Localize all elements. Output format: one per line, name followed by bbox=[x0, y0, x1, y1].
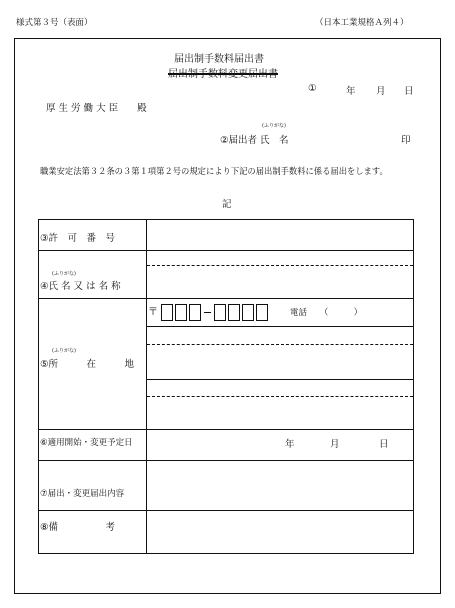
statement: 職業安定法第３２条の３第１項第２号の規定により下記の届出制手数料に係る届出をします。 bbox=[40, 166, 388, 176]
furigana-dashed-line bbox=[147, 344, 413, 345]
address-furigana: (ふりがな) bbox=[52, 348, 76, 354]
ki-mark: 記 bbox=[222, 199, 232, 210]
effective-month: 月 bbox=[330, 439, 340, 450]
row-divider bbox=[39, 510, 413, 511]
postal-code-boxes[interactable] bbox=[161, 302, 270, 321]
postal-symbol: 〒 bbox=[148, 307, 158, 318]
date-day: 日 bbox=[404, 86, 414, 97]
seal-mark: 印 bbox=[401, 135, 411, 146]
form-title: 届出制手数料届出書 bbox=[174, 54, 264, 65]
remarks-label: ⑧備 考 bbox=[40, 522, 116, 533]
row-divider bbox=[39, 429, 413, 430]
form-title-struck: 届出制手数料変更届出書 bbox=[168, 69, 278, 80]
postal-digit-box[interactable] bbox=[242, 304, 254, 321]
effective-year: 年 bbox=[285, 439, 295, 450]
address-label: ⑤所 在 地 bbox=[40, 359, 135, 370]
addressee: 厚 生 労 働 大 臣 殿 bbox=[46, 103, 147, 114]
details-table bbox=[38, 219, 414, 554]
form-number: 様式第３号（表面） bbox=[16, 18, 93, 28]
row-divider bbox=[39, 298, 413, 299]
effective-day: 日 bbox=[379, 439, 389, 450]
postal-digit-box[interactable] bbox=[175, 304, 187, 321]
postal-mark bbox=[148, 303, 158, 318]
postal-digit-box[interactable] bbox=[214, 304, 226, 321]
name-label: ④氏 名 又 は 名 称 bbox=[40, 281, 121, 292]
furigana-dashed-line bbox=[147, 396, 413, 397]
postal-digit-box[interactable] bbox=[189, 304, 201, 321]
column-divider bbox=[146, 220, 147, 553]
address-sub-line bbox=[147, 326, 413, 327]
furigana-dashed-line bbox=[147, 265, 413, 266]
postal-digit-box[interactable] bbox=[228, 304, 240, 321]
date-month: 月 bbox=[376, 86, 386, 97]
name-furigana: (ふりがな) bbox=[52, 271, 76, 277]
postal-digit-box[interactable] bbox=[161, 304, 173, 321]
permit-number-label: ③許 可 番 号 bbox=[40, 233, 116, 244]
date-marker: ① bbox=[308, 83, 317, 94]
postal-hyphen bbox=[204, 312, 211, 313]
address-sub-line bbox=[147, 379, 413, 380]
row-divider bbox=[39, 460, 413, 461]
phone-label: 電話 （ ） bbox=[290, 308, 363, 318]
row-divider bbox=[39, 250, 413, 251]
applicant-label: ②届出者 氏 名 bbox=[220, 135, 289, 146]
effective-date-label: ⑥適用開始・変更予定日 bbox=[40, 438, 133, 448]
postal-digit-box[interactable] bbox=[256, 304, 268, 321]
paper-standard: （日本工業規格Ａ列４） bbox=[315, 18, 409, 28]
date-year: 年 bbox=[346, 86, 356, 97]
content-label: ⑦届出・変更届出内容 bbox=[40, 489, 125, 499]
applicant-furigana: (ふりがな) bbox=[262, 123, 286, 129]
